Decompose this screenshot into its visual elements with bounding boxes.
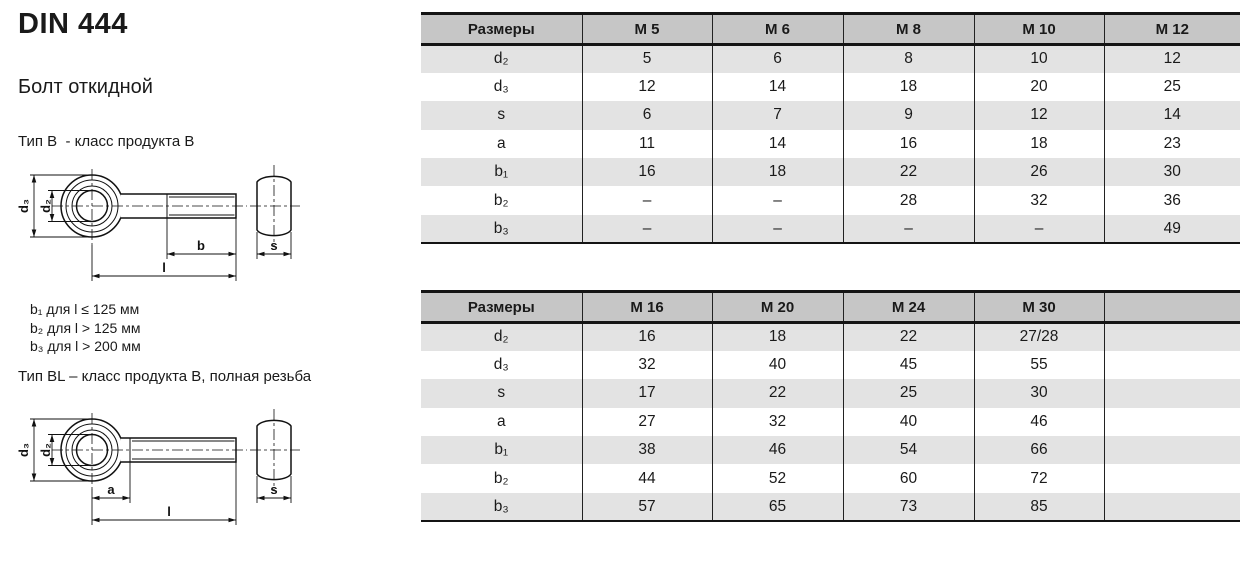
- dimension-value: 60: [843, 464, 974, 492]
- type-b-drawing: [4, 152, 314, 298]
- dimension-value: 27/28: [974, 323, 1104, 351]
- row-label: b₁: [421, 436, 582, 464]
- column-header: Размеры: [421, 14, 582, 45]
- table-row: [421, 464, 1240, 492]
- table-row: [421, 45, 1240, 73]
- dimension-value: 9: [843, 101, 974, 129]
- column-header: M 12: [1104, 14, 1240, 45]
- dimension-value: 16: [843, 130, 974, 158]
- dimension-value: 12: [974, 101, 1104, 129]
- dim-label-a: a: [107, 482, 115, 497]
- row-label: a: [421, 408, 582, 436]
- dimension-value: 18: [843, 73, 974, 101]
- row-label: d₂: [421, 323, 582, 351]
- dimension-value: 14: [712, 130, 843, 158]
- dimension-value: 32: [582, 351, 712, 379]
- row-label: b₁: [421, 158, 582, 186]
- dim-label-l: l: [167, 504, 171, 519]
- dim-label-d3: d₃: [16, 199, 31, 213]
- dimension-value: [1104, 436, 1240, 464]
- table-row: [421, 215, 1240, 243]
- type-bl-label: Тип BL – класс продукта B, полная резьба: [18, 368, 312, 385]
- dimension-value: [1104, 351, 1240, 379]
- dim-label-d3: d₃: [16, 443, 31, 457]
- dimension-value: 32: [974, 186, 1104, 214]
- dimension-value: 6: [712, 45, 843, 73]
- dimension-value: –: [712, 215, 843, 243]
- dimension-value: 30: [1104, 158, 1240, 186]
- table-row: [421, 130, 1240, 158]
- dimension-value: 22: [843, 323, 974, 351]
- dimension-value: 23: [1104, 130, 1240, 158]
- type-bl-drawing: [4, 396, 314, 542]
- dimension-value: 40: [712, 351, 843, 379]
- table-row: [421, 408, 1240, 436]
- row-label: d₂: [421, 45, 582, 73]
- dimension-value: 52: [712, 464, 843, 492]
- table-m16-m30: [421, 290, 1240, 522]
- dimension-value: 65: [712, 493, 843, 521]
- dimensions-table-m5-m12: [421, 12, 1240, 244]
- dimension-value: 20: [974, 73, 1104, 101]
- table-row: [421, 436, 1240, 464]
- table-header-row: [421, 292, 1240, 323]
- column-header: M 16: [582, 292, 712, 323]
- row-label: s: [421, 101, 582, 129]
- table-m5-m12: [421, 12, 1240, 244]
- dimension-value: 73: [843, 493, 974, 521]
- row-label: b₃: [421, 215, 582, 243]
- dimension-value: 25: [843, 379, 974, 407]
- row-label: d₃: [421, 351, 582, 379]
- column-header: Размеры: [421, 292, 582, 323]
- dim-label-l: l: [162, 260, 166, 275]
- dimension-value: [1104, 379, 1240, 407]
- dimension-value: 49: [1104, 215, 1240, 243]
- row-label: b₃: [421, 493, 582, 521]
- dimension-value: –: [712, 186, 843, 214]
- dimension-value: 45: [843, 351, 974, 379]
- column-header: M 10: [974, 14, 1104, 45]
- dimensions-table-m16-m30: [421, 290, 1240, 522]
- dimension-value: 44: [582, 464, 712, 492]
- page-title: DIN 444: [18, 8, 128, 40]
- dimension-value: 12: [582, 73, 712, 101]
- column-header: M 20: [712, 292, 843, 323]
- dim-label-d2: d₂: [38, 443, 53, 457]
- dim-label-b: b: [197, 238, 205, 253]
- column-header: M 8: [843, 14, 974, 45]
- dimension-value: 18: [974, 130, 1104, 158]
- row-label: b₂: [421, 464, 582, 492]
- dimension-value: 32: [712, 408, 843, 436]
- dimension-value: 26: [974, 158, 1104, 186]
- dimension-value: 28: [843, 186, 974, 214]
- table-header-row: [421, 14, 1240, 45]
- dimension-value: –: [974, 215, 1104, 243]
- column-header: [1104, 292, 1240, 323]
- row-label: s: [421, 379, 582, 407]
- dimension-value: 10: [974, 45, 1104, 73]
- type-b-label: Тип B - класс продукта B: [18, 133, 195, 150]
- dimension-value: 36: [1104, 186, 1240, 214]
- dimension-value: 7: [712, 101, 843, 129]
- dimension-value: 46: [974, 408, 1104, 436]
- dimension-value: [1104, 493, 1240, 521]
- row-label: b₂: [421, 186, 582, 214]
- dimension-value: 6: [582, 101, 712, 129]
- note-b1: b₁ для l ≤ 125 мм: [30, 301, 140, 317]
- dim-label-s: s: [270, 238, 278, 253]
- dimension-value: 17: [582, 379, 712, 407]
- dimension-value: 22: [843, 158, 974, 186]
- dimension-value: 18: [712, 158, 843, 186]
- dimension-value: –: [843, 215, 974, 243]
- dimension-value: –: [582, 215, 712, 243]
- dimension-value: 16: [582, 158, 712, 186]
- dimension-value: 57: [582, 493, 712, 521]
- dimension-value: 38: [582, 436, 712, 464]
- dimension-value: 22: [712, 379, 843, 407]
- table-row: [421, 186, 1240, 214]
- row-label: a: [421, 130, 582, 158]
- dim-label-s: s: [270, 482, 278, 497]
- dimension-value: [1104, 464, 1240, 492]
- dimension-value: 30: [974, 379, 1104, 407]
- dimension-value: 5: [582, 45, 712, 73]
- column-header: M 30: [974, 292, 1104, 323]
- note-b2: b₂ для l > 125 мм: [30, 319, 141, 336]
- table-row: [421, 493, 1240, 521]
- column-header: M 24: [843, 292, 974, 323]
- table-row: [421, 101, 1240, 129]
- dimension-value: 25: [1104, 73, 1240, 101]
- table-row: [421, 158, 1240, 186]
- dimension-value: 54: [843, 436, 974, 464]
- dimension-value: 12: [1104, 45, 1240, 73]
- thread-length-notes: [30, 300, 141, 356]
- column-header: M 5: [582, 14, 712, 45]
- dimension-value: 40: [843, 408, 974, 436]
- dim-label-d2: d₂: [38, 199, 53, 213]
- dimension-value: 16: [582, 323, 712, 351]
- dimension-value: 14: [1104, 101, 1240, 129]
- table-row: [421, 351, 1240, 379]
- dimension-value: 11: [582, 130, 712, 158]
- dimension-value: 66: [974, 436, 1104, 464]
- table-row: [421, 379, 1240, 407]
- row-label: d₃: [421, 73, 582, 101]
- dimension-value: 72: [974, 464, 1104, 492]
- dimension-value: 14: [712, 73, 843, 101]
- dimension-value: 27: [582, 408, 712, 436]
- table-row: [421, 73, 1240, 101]
- dimension-value: [1104, 408, 1240, 436]
- page-subtitle: Болт откидной: [18, 76, 153, 98]
- dimension-value: 55: [974, 351, 1104, 379]
- column-header: M 6: [712, 14, 843, 45]
- dimension-value: –: [582, 186, 712, 214]
- table-row: [421, 323, 1240, 351]
- dimension-value: 18: [712, 323, 843, 351]
- note-b3: b₃ для l > 200 мм: [30, 338, 141, 354]
- dimension-value: 85: [974, 493, 1104, 521]
- dimension-value: 46: [712, 436, 843, 464]
- dimension-value: 8: [843, 45, 974, 73]
- dimension-value: [1104, 323, 1240, 351]
